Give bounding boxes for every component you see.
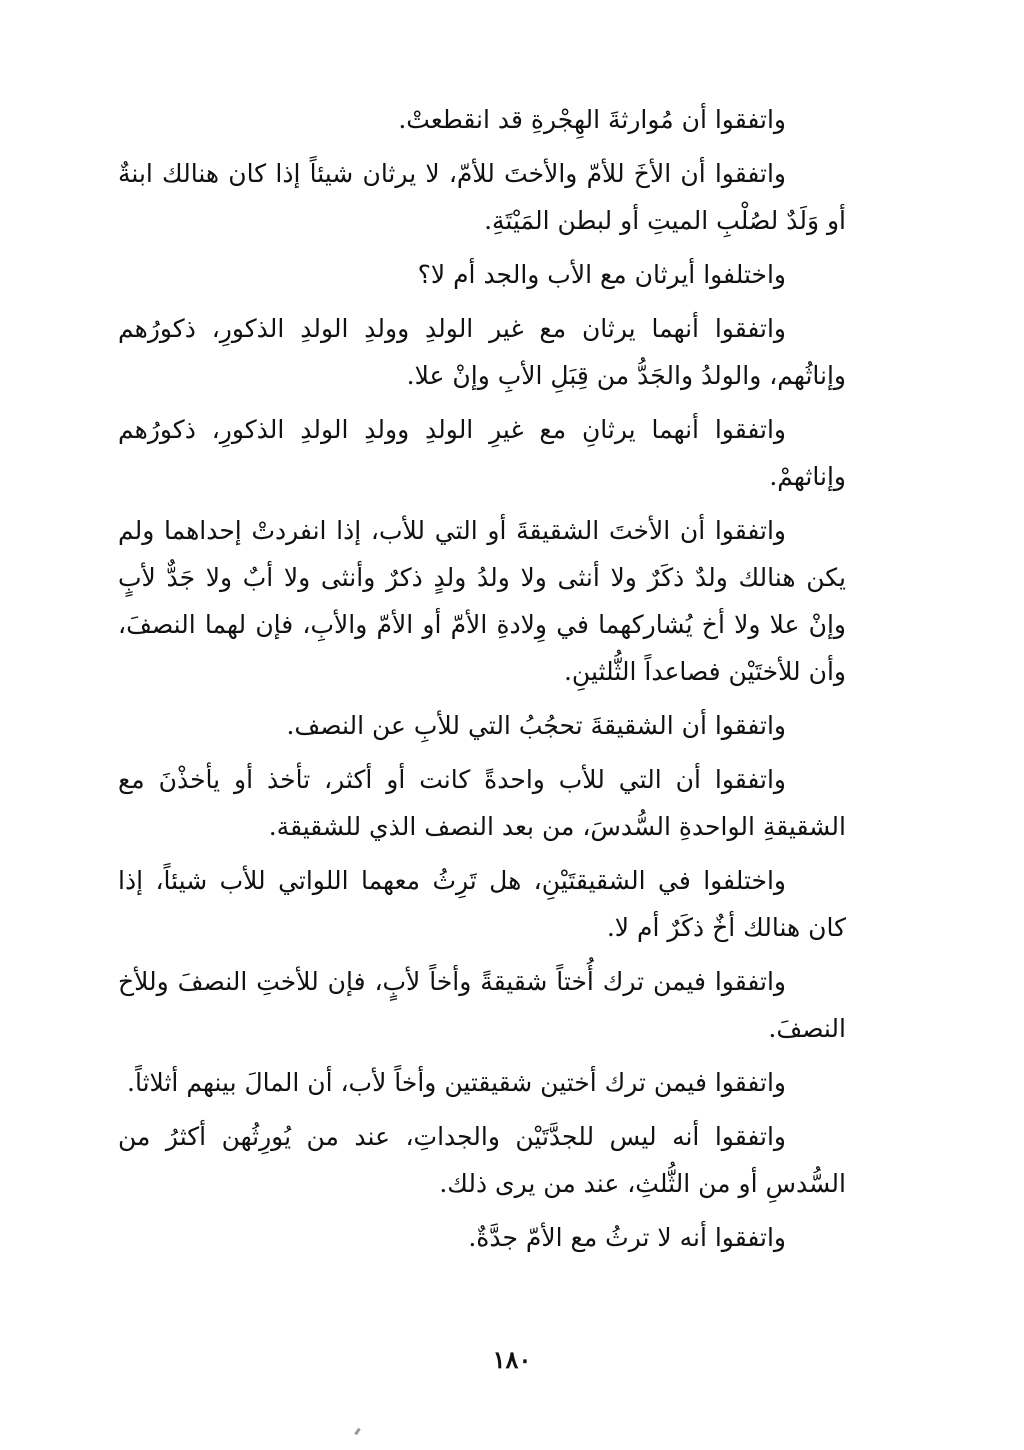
paragraph-5: واتفقوا أنهما يرثانِ مع غيرِ الولدِ وولدِ الولدِ الذكورِ، ذكورُهم وإناثهمْ. (118, 415, 846, 491)
paragraph-8: واتفقوا أن التي للأب واحدةً كانت أو أكثر، تأخذ أو يأخذْنَ مع الشقيقةِ الواحدةِ السُّدسَ، من بعد النصف الذي للشقيقة. (118, 765, 846, 841)
paragraph-3: واختلفوا أيرثان مع الأب والجد أم لا؟ (417, 260, 786, 289)
scan-speck (354, 1428, 360, 1435)
paragraph-6: واتفقوا أن الأختَ الشقيقةَ أو التي للأب، إذا انفردتْ إحداهما ولم يكن هنالك ولدٌ ذكَرٌ ولا أنثى ولا ولدُ ولدٍ ذكرٌ وأنثى ولا أبٌ ولا جَدٌّ لأبٍ وإنْ علا ولا أخ يُشاركهما في وِلادةِ الأمّ أو الأمّ والأبِ، فإن لهما النصفَ، وأن للأختَيْن فصاعداً الثُّلثينِ. (118, 516, 846, 686)
paragraph-1: واتفقوا أن مُوارثةَ الهِجْرةِ قد انقطعتْ. (398, 105, 786, 134)
paragraph-11: واتفقوا فيمن ترك أختين شقيقتين وأخاً لأب، أن المالَ بينهم أثلاثاً. (127, 1068, 786, 1097)
paragraph-9: واختلفوا في الشقيقتَيْنِ، هل تَرِثُ معهما اللواتي للأب شيئاً، إذا كان هنالك أخٌ ذكَرٌ أم لا. (118, 866, 846, 942)
page-number: ١٨٠ (492, 1345, 532, 1374)
paragraph-7: واتفقوا أن الشقيقةَ تحجُبُ التي للأبِ عن النصف. (286, 711, 786, 740)
main-text (118, 96, 846, 1268)
paragraph-12: واتفقوا أنه ليس للجدَّتَيْن والجداتِ، عند من يُورِثُهن أكثرُ من السُّدسِ أو من الثُّلثِ، عند من يرى ذلك. (118, 1122, 846, 1198)
paragraph-13: واتفقوا أنه لا ترثُ مع الأمّ جدَّةٌ. (468, 1223, 786, 1252)
paragraph-4: واتفقوا أنهما يرثان مع غير الولدِ وولدِ الولدِ الذكورِ، ذكورُهم وإناثُهم، والولدُ والجَدُّ من قِبَلِ الأبِ وإنْ علا. (118, 314, 846, 390)
paragraph-2: واتفقوا أن الأخَ للأمّ والأختَ للأمّ، لا يرثان شيئاً إذا كان هنالك ابنةٌ أو وَلَدٌ لصُلْبِ الميتِ أو لبطن المَيْتَةِ. (118, 159, 846, 235)
paragraph-10: واتفقوا فيمن ترك أُختاً شقيقةً وأخاً لأبٍ، فإن للأختِ النصفَ وللأخ النصفَ. (118, 967, 846, 1043)
